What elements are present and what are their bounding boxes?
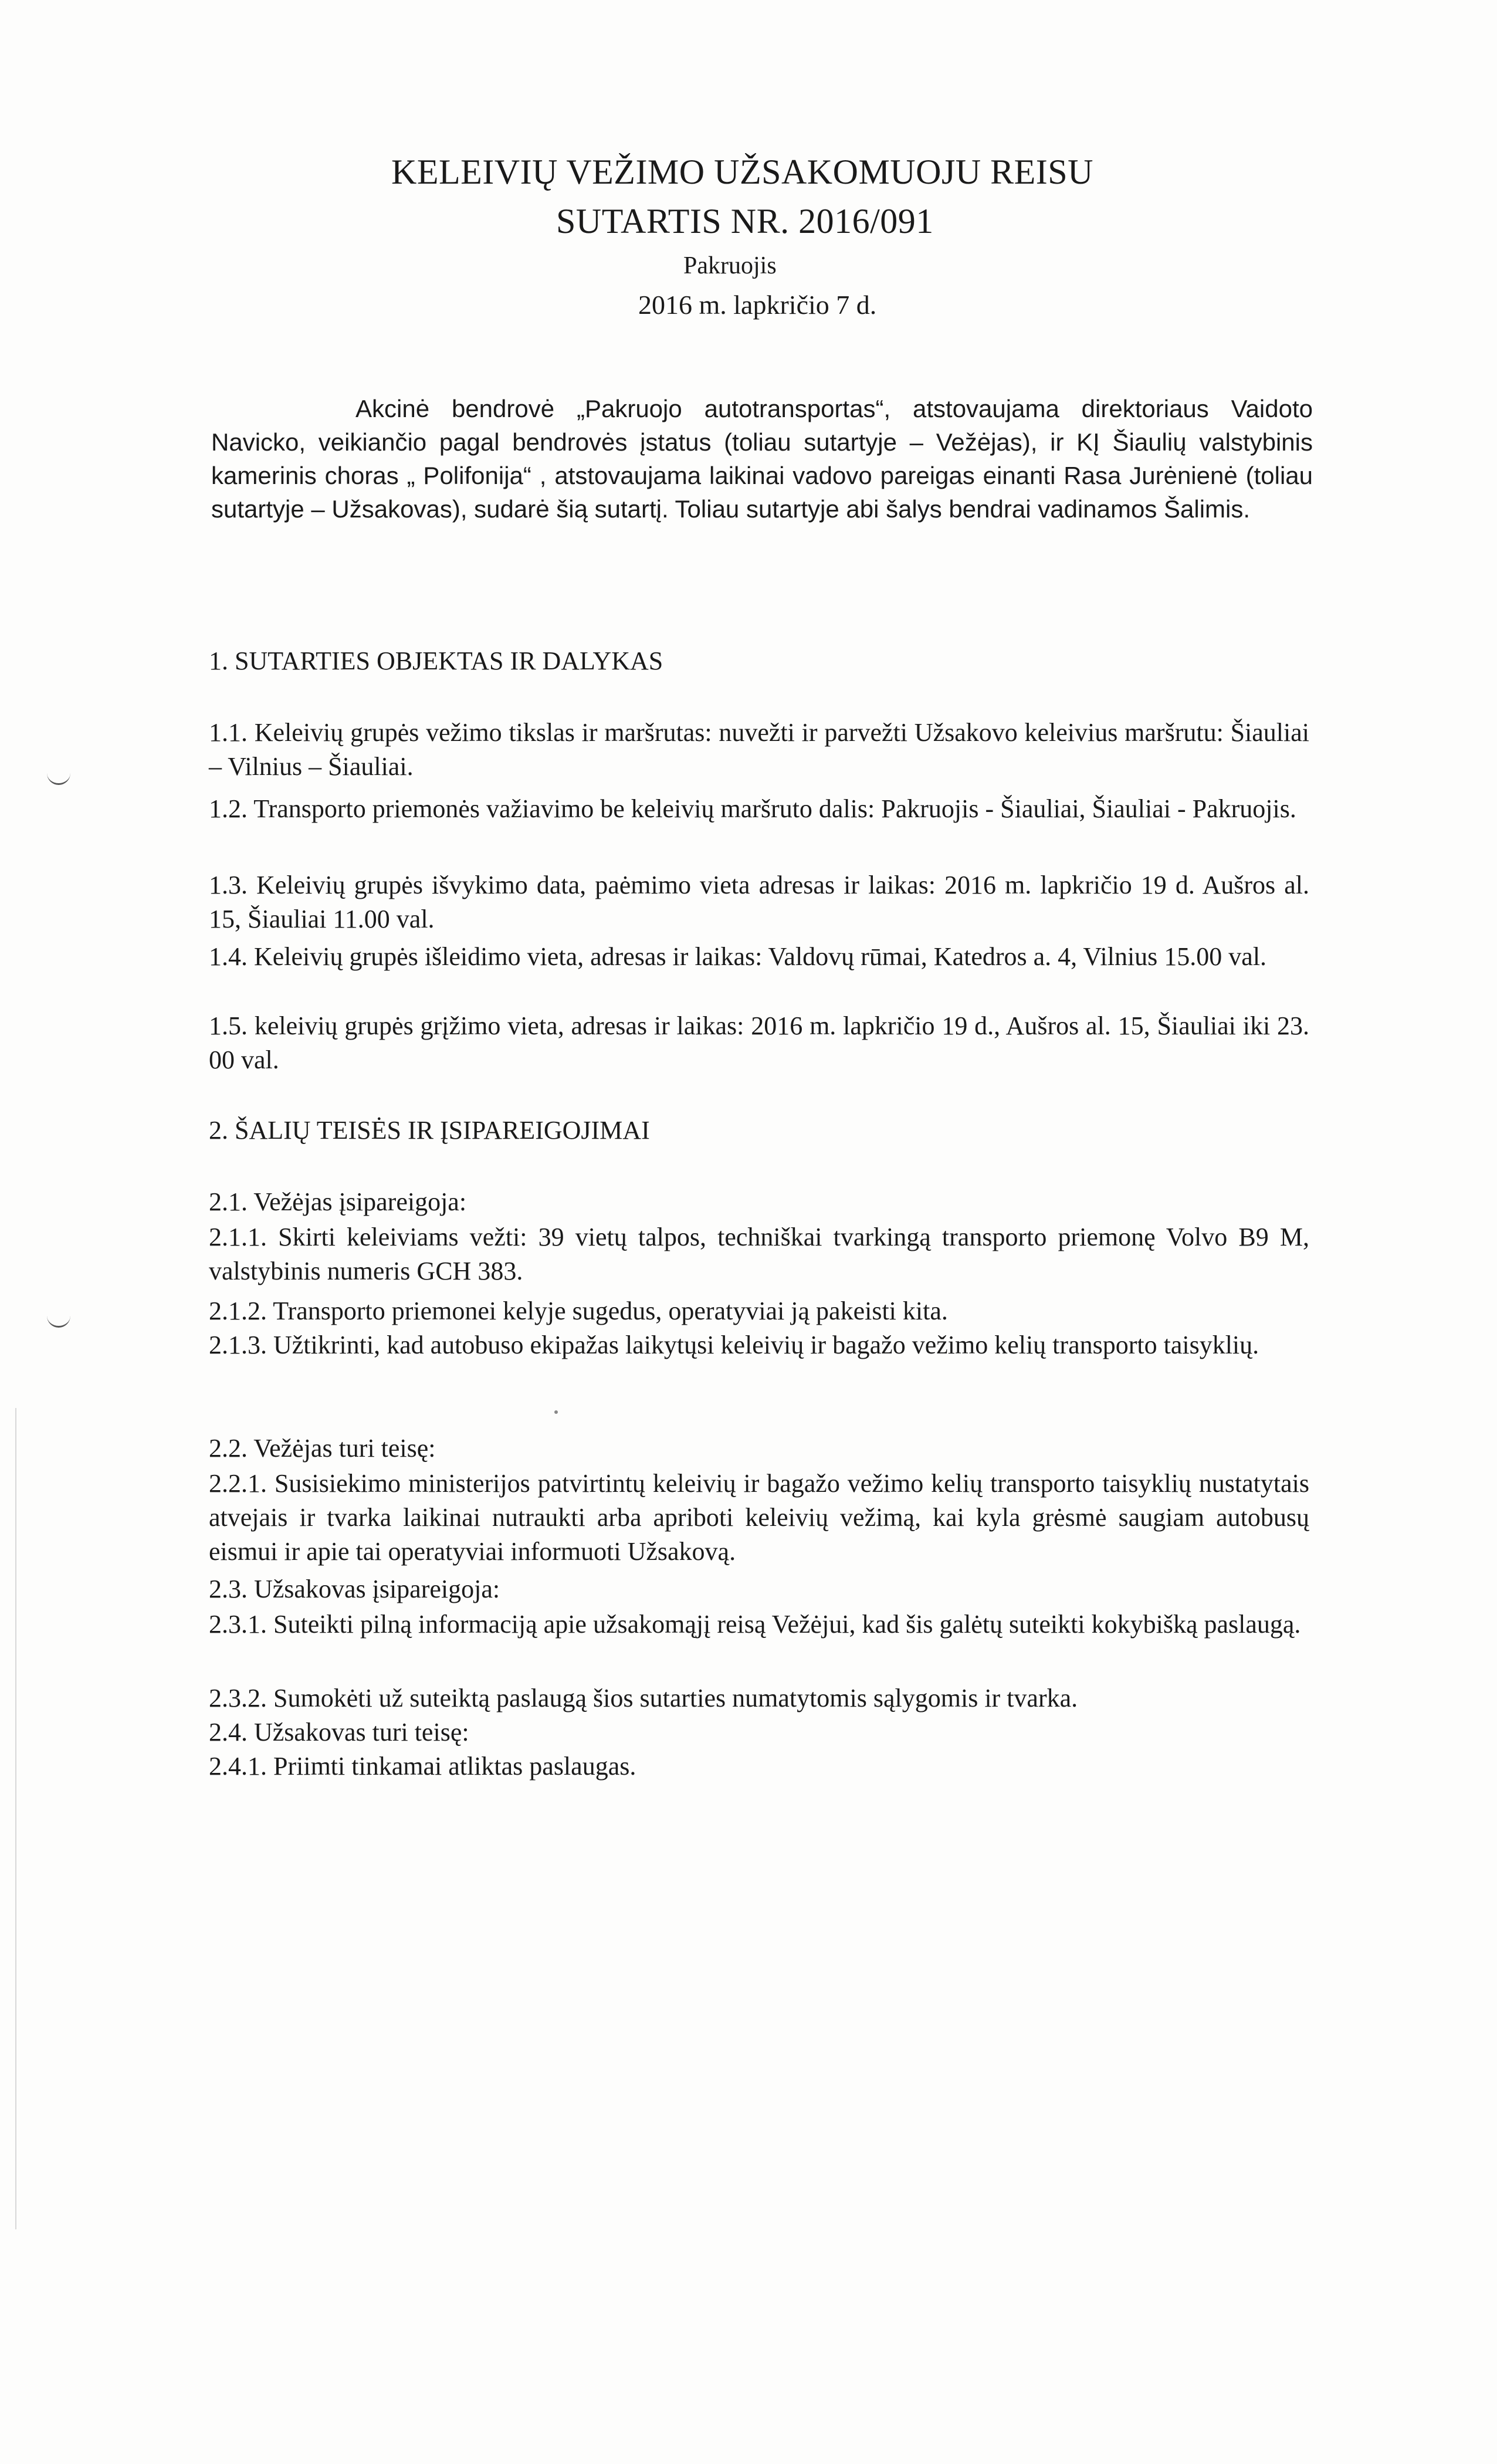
clause-2-1-3: 2.1.3. Užtikrinti, kad autobuso ekipažas laikytųsi keleivių ir bagažo vežimo kelių transporto taisyklių.: [209, 1331, 1259, 1359]
clause-2-2: 2.2. Vežėjas turi teisę:: [209, 1434, 436, 1463]
contract-title: KELEIVIŲ VEŽIMO UŽSAKOMUOJU REISU: [391, 153, 1093, 191]
contract-date: 2016 m. lapkričio 7 d.: [638, 290, 877, 320]
contract-number: SUTARTIS NR. 2016/091: [556, 202, 934, 241]
clause-1-5: 1.5. keleivių grupės grįžimo vieta, adresas ir laikas: 2016 m. lapkričio 19 d., Aušros al. 15, Šiauliai iki 23. 00 val.: [209, 1011, 1309, 1074]
section-2-heading: 2. ŠALIŲ TEISĖS IR ĮSIPAREIGOJIMAI: [209, 1116, 650, 1145]
clause-2-1-2: 2.1.2. Transporto priemonei kelyje sugedus, operatyviai ją pakeisti kita.: [209, 1297, 948, 1325]
clause-1-4: 1.4. Keleivių grupės išleidimo vieta, adresas ir laikas: Valdovų rūmai, Katedros a. 4, Vilnius 15.00 val.: [209, 942, 1267, 971]
contract-place: Pakruojis: [683, 252, 777, 279]
intro-paragraph: Akcinė bendrovė „Pakruojo autotransportas“, atstovaujama direktoriaus Vaidoto Navicko, veikiančio pagal bendrovės įstatus (toliau sutartyje – Vežėjas), ir KĮ Šiaulių valstybinis kamerinis choras „ Polifonija“ , atstovaujama laikinai vadovo pareigas einanti Rasa Jurėnienė (toliau sutartyje – Užsakovas), sudarė šią sutartį. Toliau sutartyje abi šalys bendrai vadinamos Šalimis.: [211, 395, 1313, 523]
margin-mark: [47, 766, 70, 785]
scan-edge-line: [15, 1408, 16, 2229]
clause-2-2-1: 2.2.1. Susisiekimo ministerijos patvirtintų keleivių ir bagažo vežimo kelių transporto taisyklių nustatytais atvejais ir tvarka laikinai nutraukti arba apriboti keleivių vežimą, kai kyla grėsmė saugiam autobusų eismui ir apie tai operatyviai informuoti Užsakovą.: [209, 1469, 1309, 1566]
clause-2-3-1: 2.3.1. Suteikti pilną informaciją apie užsakomąjį reisą Vežėjui, kad šis galėtų suteikti kokybišką paslaugą.: [209, 1610, 1301, 1639]
clause-2-4-1: 2.4.1. Priimti tinkamai atliktas paslaugas.: [209, 1752, 636, 1781]
clause-2-4: 2.4. Užsakovas turi teisę:: [209, 1718, 469, 1747]
clause-2-1: 2.1. Vežėjas įsipareigoja:: [209, 1187, 467, 1216]
clause-2-3: 2.3. Užsakovas įsipareigoja:: [209, 1575, 500, 1603]
scan-speck: [554, 1410, 558, 1414]
clause-1-2: 1.2. Transporto priemonės važiavimo be keleivių maršruto dalis: Pakruojis - Šiauliai, Šiauliai - Pakruojis.: [209, 794, 1296, 823]
clause-2-1-1: 2.1.1. Skirti keleiviams vežti: 39 vietų talpos, techniškai tvarkingą transporto priemonę Volvo B9 M, valstybinis numeris GCH 383.: [209, 1223, 1309, 1285]
clause-2-3-2: 2.3.2. Sumokėti už suteiktą paslaugą šios sutarties numatytomis sąlygomis ir tvarka.: [209, 1684, 1078, 1712]
margin-mark: [47, 1308, 70, 1328]
clause-1-1: 1.1. Keleivių grupės vežimo tikslas ir maršrutas: nuvežti ir parvežti Užsakovo keleivius maršrutu: Šiauliai – Vilnius – Šiauliai.: [209, 718, 1309, 781]
clause-1-3: 1.3. Keleivių grupės išvykimo data, paėmimo vieta adresas ir laikas: 2016 m. lapkričio 19 d. Aušros al. 15, Šiauliai 11.00 val.: [209, 871, 1309, 933]
section-1-heading: 1. SUTARTIES OBJEKTAS IR DALYKAS: [209, 647, 663, 675]
